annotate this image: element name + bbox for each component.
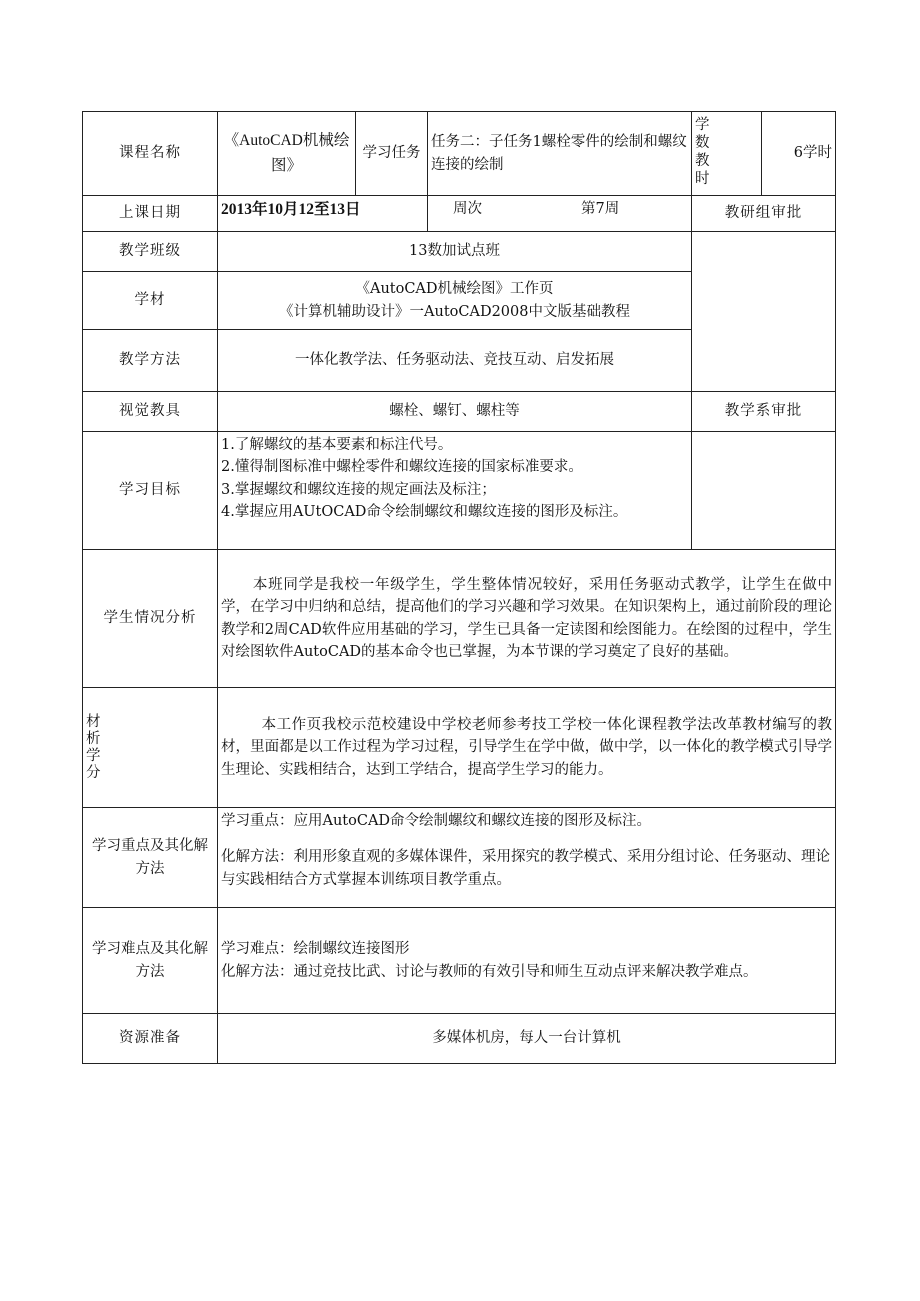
lesson-plan-table — [82, 111, 836, 1064]
label-course-name: 课程名称 — [83, 112, 218, 196]
key-point-text: 学习重点：应用AutoCAD命令绘制螺纹和螺纹连接的图形及标注。 — [221, 813, 652, 829]
value-methods: 一体化教学法、任务驱动法、竞技互动、启发拓展 — [218, 330, 692, 392]
label-hours-char-1: 学 — [695, 117, 710, 133]
objective-item: 3.掌握螺纹和螺纹连接的规定画法及标注； — [221, 481, 496, 498]
value-class: 13数加试点班 — [218, 232, 692, 272]
label-review-dept: 教学系审批 — [692, 392, 836, 432]
label-material-analysis — [83, 688, 218, 808]
material-analysis-char: 学 — [86, 747, 101, 764]
row-difficulties — [83, 908, 836, 1014]
key-solution-text: 化解方法：利用形象直观的多媒体课件，采用探究的教学模式、采用分组讨论、任务驱动、理论与实践相结合方式掌握本训练项目教学重点。 — [221, 849, 830, 888]
value-objectives — [218, 432, 692, 550]
label-materials: 学材 — [83, 272, 218, 330]
label-hours — [692, 112, 762, 196]
objective-item: 4.掌握应用AUtOCAD命令绘制螺纹和螺纹连接的图形及标注。 — [221, 504, 628, 521]
row-date — [83, 196, 836, 232]
label-hours-char-4: 时 — [695, 171, 710, 187]
value-course-name — [218, 112, 356, 196]
label-resources: 资源准备 — [83, 1014, 218, 1064]
label-student-analysis: 学生情况分析 — [83, 550, 218, 688]
review-dept-signoff — [692, 432, 836, 550]
row-student-analysis — [83, 550, 836, 688]
course-name-text: 《AutoCAD机械绘图》 — [223, 132, 350, 174]
label-key-points: 学习重点及其化解方法 — [83, 808, 218, 908]
lesson-plan-sheet — [82, 111, 835, 1064]
review-group-signoff — [692, 232, 836, 392]
label-hours-char-2: 数 — [695, 135, 710, 151]
label-objectives: 学习目标 — [83, 432, 218, 550]
value-student-analysis: 本班同学是我校一年级学生，学生整体情况较好，采用任务驱动式教学，让学生在做中学，在学习中归纳和总结，提高他们的学习兴趣和学习效果。在知识架构上，通过前阶段的理论教学和2周CAD软件应用基础的学习，学生已具备一定读图和绘图能力。在绘图的过程中，学生对绘图软件AutoCAD的基本命令也已掌握，为本节课的学习奠定了良好的基础。 — [218, 550, 836, 688]
value-material-analysis: 本工作页我校示范校建设中学校老师参考技工学校一体化课程教学法改革教材编写的教材，里面都是以工作过程为学习过程，引导学生在学中做，做中学，以一体化的教学模式引导学生理论、实践相结合，达到工学结合，提高学生学习的能力。 — [218, 688, 836, 808]
row-class — [83, 232, 836, 272]
label-class: 教学班级 — [83, 232, 218, 272]
label-task: 学习任务 — [356, 112, 428, 196]
value-visual-aids: 螺栓、螺钉、螺柱等 — [218, 392, 692, 432]
material-item: 《AutoCAD机械绘图》工作页 — [355, 281, 554, 298]
label-difficulties: 学习难点及其化解方法 — [83, 908, 218, 1014]
label-week: 周次 — [453, 201, 482, 217]
label-hours-char-3: 教 — [695, 153, 710, 169]
material-analysis-char: 析 — [86, 730, 101, 747]
difficulty-solution-text: 化解方法：通过竞技比武、讨论与教师的有效引导和师生互动点评来解决教学难点。 — [221, 963, 758, 980]
value-task: 任务二：子任务1螺栓零件的绘制和螺纹连接的绘制 — [428, 112, 692, 196]
value-hours: 6学时 — [762, 112, 836, 196]
row-resources — [83, 1014, 836, 1064]
value-key-points — [218, 808, 836, 908]
value-difficulties — [218, 908, 836, 1014]
material-analysis-char: 材 — [86, 713, 101, 730]
date-text: 2013年10月12至13日 — [221, 201, 361, 218]
label-visual-aids: 视觉教具 — [83, 392, 218, 432]
row-course — [83, 112, 836, 196]
objective-item: 1.了解螺纹的基本要素和标注代号。 — [221, 437, 453, 453]
row-key-points — [83, 808, 836, 908]
value-materials — [218, 272, 692, 330]
objective-item: 2.懂得制图标准中螺栓零件和螺纹连接的国家标准要求。 — [221, 459, 583, 476]
row-objectives — [83, 432, 836, 550]
material-analysis-char: 分 — [86, 764, 101, 781]
value-week: 第7周 — [581, 201, 620, 217]
label-review-group: 教研组审批 — [692, 196, 836, 232]
label-date: 上课日期 — [83, 196, 218, 232]
difficulty-text: 学习难点：绘制螺纹连接图形 — [221, 941, 410, 958]
value-date — [218, 196, 428, 232]
row-material-analysis — [83, 688, 836, 808]
row-visual-aids — [83, 392, 836, 432]
value-week-cell — [428, 196, 692, 232]
value-resources: 多媒体机房，每人一台计算机 — [218, 1014, 836, 1064]
label-methods: 教学方法 — [83, 330, 218, 392]
material-item: 《计算机辅助设计》一AutoCAD2008中文版基础教程 — [279, 303, 630, 320]
